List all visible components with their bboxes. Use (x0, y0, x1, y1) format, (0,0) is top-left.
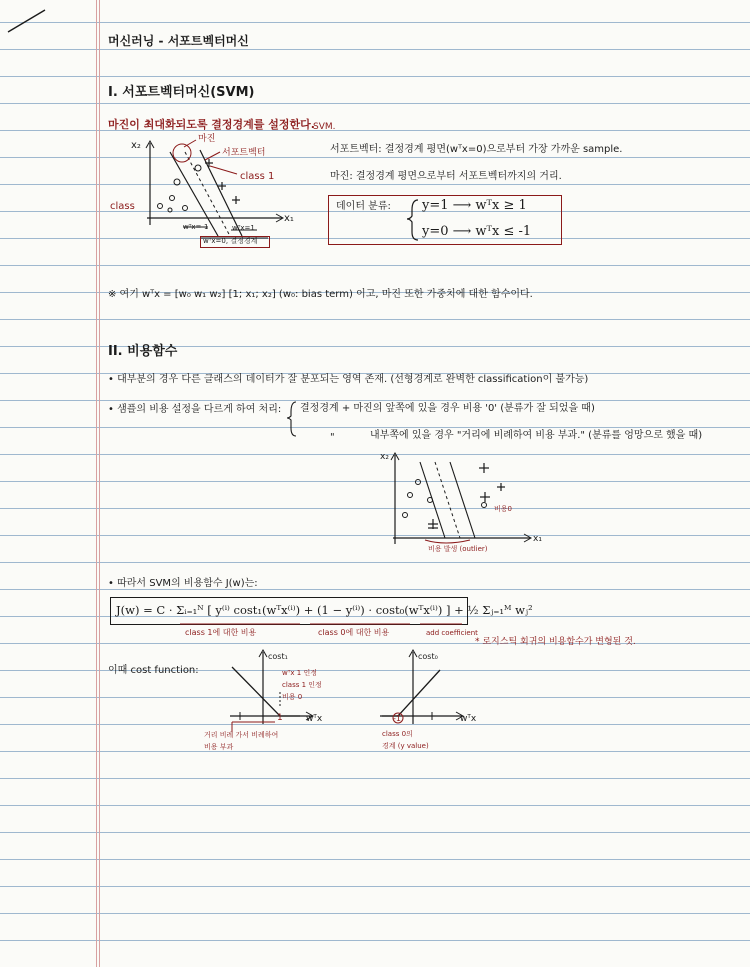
rule-y1: y=1 ⟶ wᵀx ≥ 1 (422, 198, 527, 213)
plot-x1-label: x₁ (533, 534, 542, 544)
x2-axis-label: x₂ (131, 140, 141, 151)
graph1-title: cost₁ (268, 652, 288, 661)
bullet-overlap: • 대부분의 경우 다른 클래스의 데이터가 잘 분포되는 영역 존재. (선형경계로 완벽한 classification이 불가능) (108, 374, 589, 385)
bias-note: ※ 여기 wᵀx = [w₀ w₁ w₂] [1; x₁; x₂] (w₀: bias term) 이고, 마진 또한 가중치에 대한 함수이다. (108, 289, 533, 300)
graph1-note2: class 1 인정 (282, 681, 322, 689)
graph2-bottom2: 경계 (y value) (382, 742, 429, 750)
graph1-note3: 비용 0 (282, 693, 303, 701)
graph2-title: cost₀ (418, 652, 438, 661)
graph1-tick: 1 (277, 713, 283, 723)
graph2-bottom1: class 0의 (382, 730, 413, 738)
wx-pos-label: wᵀx=1 (232, 224, 255, 232)
cost-intro: • 따라서 SVM의 비용함수 J(w)는: (108, 578, 258, 589)
boundary-label: wᵀx=0, 결정경계 (203, 237, 258, 245)
cost-formula: J(w) = C · Σᵢ₌₁ᴺ [ y⁽ⁱ⁾ cost₁(wᵀx⁽ⁱ⁾) + (1 − y⁽ⁱ⁾) · cost₀(wᵀx⁽ⁱ⁾) ] + ½ Σⱼ₌₁ᴹ wⱼ² (116, 603, 533, 617)
case-ditto: " (330, 432, 335, 443)
graph1-axis: wᵀx (306, 714, 323, 724)
case-correct: 결정경계 + 마진의 앞쪽에 있을 경우 비용 '0' (분류가 잘 되었을 때) (300, 403, 595, 414)
margin-label: 마진 (198, 134, 216, 144)
graph2-tick: -1 (393, 714, 401, 723)
def-support-vector: 서포트벡터: 결정경계 평면(wᵀx=0)으로부터 가장 가까운 sample. (330, 144, 623, 155)
classify-label: 데이터 분류: (336, 201, 391, 212)
cost-function-label: 이때 cost function: (108, 665, 199, 676)
bullet-cost-setting: • 샘플의 비용 설정을 다르게 하여 처리: (108, 404, 282, 415)
page-title: 머신러닝 - 서포트벡터머신 (108, 34, 249, 48)
intro-suffix: SVM. (313, 122, 336, 132)
plot-upper-note: 비용0 (494, 505, 512, 513)
case-wrong: 내부쪽에 있을 경우 "거리에 비례하여 비용 부과." (분류를 엉망으로 했을 때) (370, 430, 703, 441)
def-margin: 마진: 결정경계 평면으로부터 서포트벡터까지의 거리. (330, 171, 562, 182)
graph1-bottom1: 거리 비례 가서 비례하여 (204, 731, 279, 739)
rule-y0: y=0 ⟶ wᵀx ≤ -1 (422, 224, 532, 239)
formula-under-coef: add coefficient (426, 629, 478, 637)
plot-x2-label: x₂ (380, 452, 389, 462)
support-vector-label: 서포트벡터 (222, 148, 266, 158)
x1-axis-label: x₁ (284, 213, 294, 224)
intro-text: 마진이 최대화되도록 결정경계를 설정한다. (108, 118, 315, 131)
graph2-axis: wᵀx (460, 714, 477, 724)
formula-side-note: * 로지스틱 회귀의 비용함수가 변형된 것. (475, 637, 636, 647)
formula-under-class0: class 0에 대한 비용 (318, 628, 390, 637)
wx-neg-label: wᵀx=-1 (183, 223, 209, 231)
formula-under-class1: class 1에 대한 비용 (185, 628, 257, 637)
class1-label: class 1 (240, 171, 275, 182)
plot-outlier-note: 비용 발생 (outlier) (428, 545, 488, 553)
graph1-bottom2: 비용 부과 (204, 743, 234, 751)
graph1-note1: wᵀx 1 인정 (282, 669, 317, 677)
class0-label: class (110, 201, 135, 212)
section1-heading: I. 서포트벡터머신(SVM) (108, 85, 255, 100)
section2-heading: II. 비용함수 (108, 344, 178, 359)
